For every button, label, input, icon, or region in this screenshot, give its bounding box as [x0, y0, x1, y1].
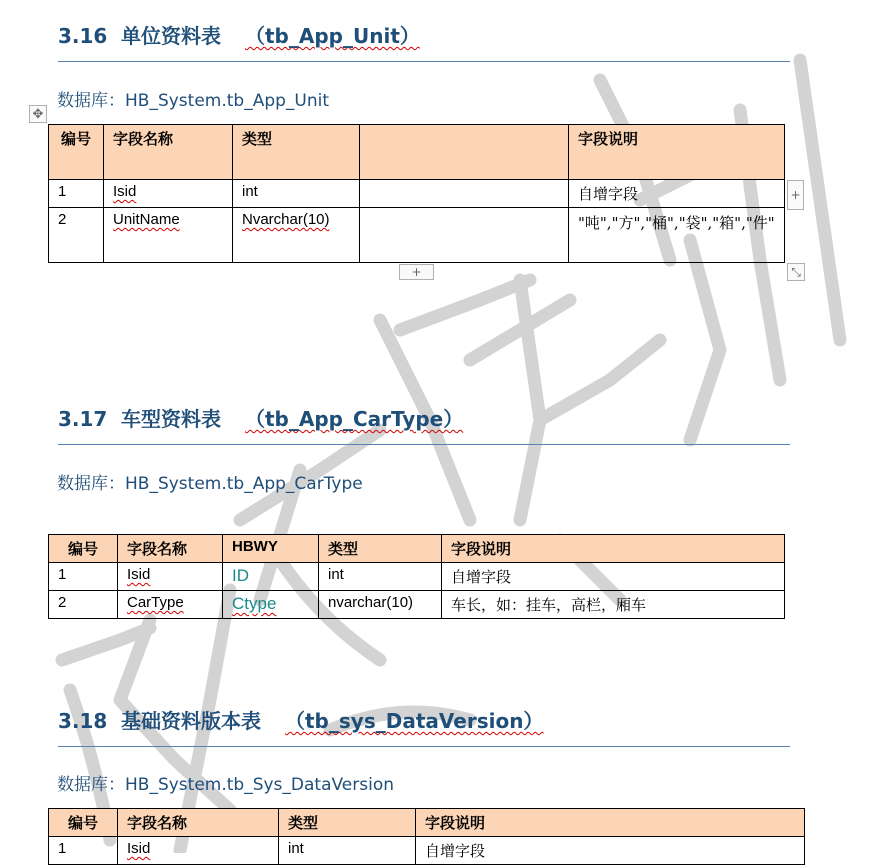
- header-cell: 类型: [233, 125, 360, 180]
- section-heading-3-16: [58, 20, 420, 49]
- heading-title: 单位资料表: [121, 24, 221, 48]
- dataversion-table: [48, 808, 805, 865]
- table-cell: int: [233, 180, 360, 208]
- table-cell: Ctype: [223, 591, 319, 619]
- table-cell: int: [319, 563, 442, 591]
- header-cell: 类型: [279, 809, 416, 837]
- add-column-icon[interactable]: +: [787, 180, 804, 210]
- header-cell: 编号: [49, 125, 104, 180]
- database-label: 数据库：HB_System.tb_App_Unit: [57, 91, 330, 111]
- table-cell: 车长，如：挂车，高栏，厢车: [442, 591, 785, 619]
- table-row: [49, 563, 785, 591]
- table-cell: 2: [49, 591, 118, 619]
- table-cell: 自增字段: [569, 180, 785, 208]
- header-cell: 类型: [319, 535, 442, 563]
- header-cell: HBWY: [223, 535, 319, 563]
- heading-table-name: （tb_App_Unit）: [245, 24, 420, 48]
- table-cell: Isid: [118, 563, 223, 591]
- table-header-row: [49, 125, 785, 180]
- table-cell: 1: [49, 837, 118, 865]
- table-row: [49, 591, 785, 619]
- table-move-handle-icon[interactable]: ✥: [29, 105, 47, 123]
- table-cell: [360, 208, 569, 263]
- table-cell: [360, 180, 569, 208]
- table-cell: nvarchar(10): [319, 591, 442, 619]
- heading-divider: [58, 61, 790, 62]
- heading-number: 3.16: [58, 24, 108, 48]
- table-cell: Isid: [118, 837, 279, 865]
- database-label: 数据库：HB_System.tb_Sys_DataVersion: [57, 775, 395, 795]
- table-cell: 1: [49, 563, 118, 591]
- heading-divider: [58, 746, 790, 747]
- table-row: [49, 180, 785, 208]
- database-label: 数据库：HB_System.tb_App_CarType: [57, 474, 363, 494]
- table-cell: 2: [49, 208, 104, 263]
- header-cell: 字段名称: [118, 809, 279, 837]
- header-cell: 字段名称: [104, 125, 233, 180]
- table-cell: UnitName: [104, 208, 233, 263]
- table-cell: Isid: [104, 180, 233, 208]
- unit-table: [48, 124, 785, 263]
- table-cell: "吨","方","桶","袋","箱","件": [569, 208, 785, 263]
- table-cell: int: [279, 837, 416, 865]
- table-header-row: [49, 809, 805, 837]
- header-cell: [360, 125, 569, 180]
- table-cell: ID: [223, 563, 319, 591]
- section-heading-3-18: [58, 705, 543, 734]
- header-cell: 字段说明: [442, 535, 785, 563]
- table-cell: 自增字段: [416, 837, 805, 865]
- table-row: [49, 837, 805, 865]
- add-row-icon[interactable]: +: [399, 264, 434, 280]
- header-cell: 编号: [49, 809, 118, 837]
- table-header-row: [49, 535, 785, 563]
- header-cell: 字段名称: [118, 535, 223, 563]
- table-cell: CarType: [118, 591, 223, 619]
- heading-title: 车型资料表: [121, 407, 221, 431]
- section-heading-3-17: [58, 403, 463, 432]
- table-cell: 1: [49, 180, 104, 208]
- header-cell: 编号: [49, 535, 118, 563]
- header-cell: 字段说明: [569, 125, 785, 180]
- table-row: [49, 208, 785, 263]
- heading-number: 3.18: [58, 709, 108, 733]
- table-cell: 自增字段: [442, 563, 785, 591]
- heading-divider: [58, 444, 790, 445]
- heading-number: 3.17: [58, 407, 108, 431]
- table-resize-handle-icon[interactable]: ⤡: [787, 263, 805, 281]
- heading-title: 基础资料版本表: [121, 709, 261, 733]
- cartype-table: [48, 534, 785, 619]
- heading-table-name: （tb_App_CarType）: [245, 407, 464, 431]
- heading-table-name: （tb_sys_DataVersion）: [285, 709, 544, 733]
- header-cell: 字段说明: [416, 809, 805, 837]
- table-cell: Nvarchar(10): [233, 208, 360, 263]
